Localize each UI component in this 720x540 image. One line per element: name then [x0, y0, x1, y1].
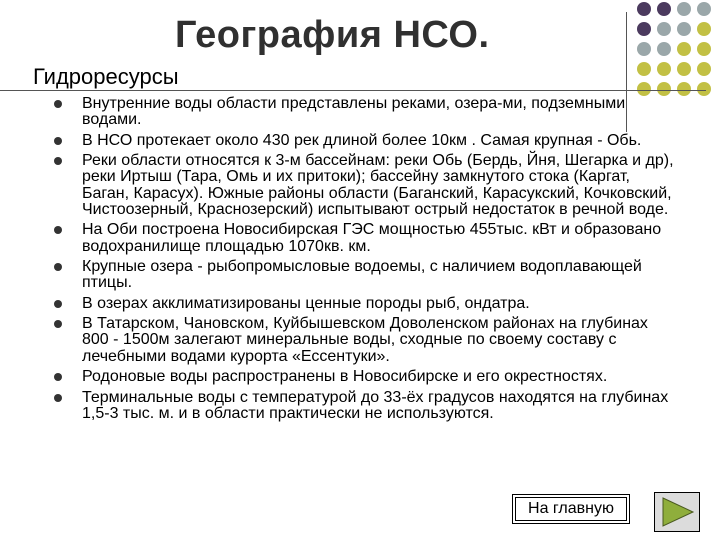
decorative-dot: [637, 62, 651, 76]
play-triangle-icon: [655, 493, 699, 531]
list-item-text: В Татарском, Чановском, Куйбышевском Доволенском районах на глубинах 800 - 1500м залегают минеральные воды, сходные по своему составу с лечебными водами курорта «Ессентуки».: [82, 315, 648, 365]
home-button[interactable]: [512, 494, 630, 524]
list-item-text: В озерах акклиматизированы ценные породы рыб, ондатра.: [82, 294, 530, 312]
decorative-dot: [677, 82, 691, 96]
decorative-dot: [637, 82, 651, 96]
list-item: [0, 259, 700, 292]
list-item-text: Внутренние воды области представлены реками, озера-ми, подземными водами.: [82, 95, 626, 129]
section-subtitle: Гидроресурсы: [33, 64, 179, 89]
list-item-text: В НСО протекает около 430 рек длиной более 10км . Самая крупная - Обь.: [82, 131, 642, 149]
next-slide-button[interactable]: [654, 492, 700, 532]
list-item-text: На Оби построена Новосибирская ГЭС мощностью 455тыс. кВт и образовано водохранилище площадью 1070кв. км.: [82, 221, 662, 255]
list-item: [0, 390, 700, 423]
bullet-icon: [54, 300, 62, 308]
decorative-dot: [657, 2, 671, 16]
bullet-icon: [54, 226, 62, 234]
decorative-dot: [677, 62, 691, 76]
decorative-dot: [677, 42, 691, 56]
bullet-icon: [54, 100, 62, 108]
decorative-dot: [697, 62, 711, 76]
list-item-text: Реки области относятся к 3-м бассейнам: реки Обь (Бердь, Йня, Шегарка и др), реки Иртыш (Тара, Омь и их притоки); бассейну замкнутого стока (Каргат, Баган, Карасух). Южные районы области (Баганский, Карасукский, Кочковский, Чистоозерный, Краснозерский) испытывают острый недостаток в речной воде.: [82, 152, 674, 218]
list-item: [0, 369, 700, 385]
decorative-dot: [697, 82, 711, 96]
decorative-dot-grid: [636, 0, 720, 100]
decorative-dot: [677, 2, 691, 16]
bullet-icon: [54, 373, 62, 381]
list-item: [0, 133, 700, 149]
decorative-dot: [637, 42, 651, 56]
bullet-icon: [54, 320, 62, 328]
decorative-dot: [637, 2, 651, 16]
bullet-icon: [54, 157, 62, 165]
list-item-text: Крупные озера - рыбопромысловые водоемы, с наличием водоплавающей птицы.: [82, 258, 642, 292]
list-item: [0, 96, 700, 129]
decorative-dot: [697, 42, 711, 56]
page-title: География НСО.: [175, 14, 490, 56]
list-item: [0, 153, 700, 218]
decorative-dot: [657, 22, 671, 36]
decorative-dot: [697, 2, 711, 16]
list-item-text: Терминальные воды с температурой до 33-ёх градусов находятся на глубинах 1,5-3 тыс. м. и в области практически не используются.: [82, 388, 669, 422]
decorative-dot: [697, 22, 711, 36]
home-button-label: На главную: [515, 497, 627, 521]
decorative-dot: [637, 22, 651, 36]
bullet-icon: [54, 137, 62, 145]
decorative-dot: [657, 42, 671, 56]
decorative-dot: [677, 22, 691, 36]
bullet-list: [0, 96, 700, 426]
bullet-icon: [54, 394, 62, 402]
list-item-text: Родоновые воды распространены в Новосибирске и его окрестностях.: [82, 368, 608, 386]
list-item: [0, 296, 700, 312]
decorative-horizontal-line: [0, 90, 706, 91]
decorative-dot: [657, 82, 671, 96]
list-item: [0, 222, 700, 255]
decorative-dot: [657, 62, 671, 76]
bullet-icon: [54, 263, 62, 271]
list-item: [0, 316, 700, 365]
